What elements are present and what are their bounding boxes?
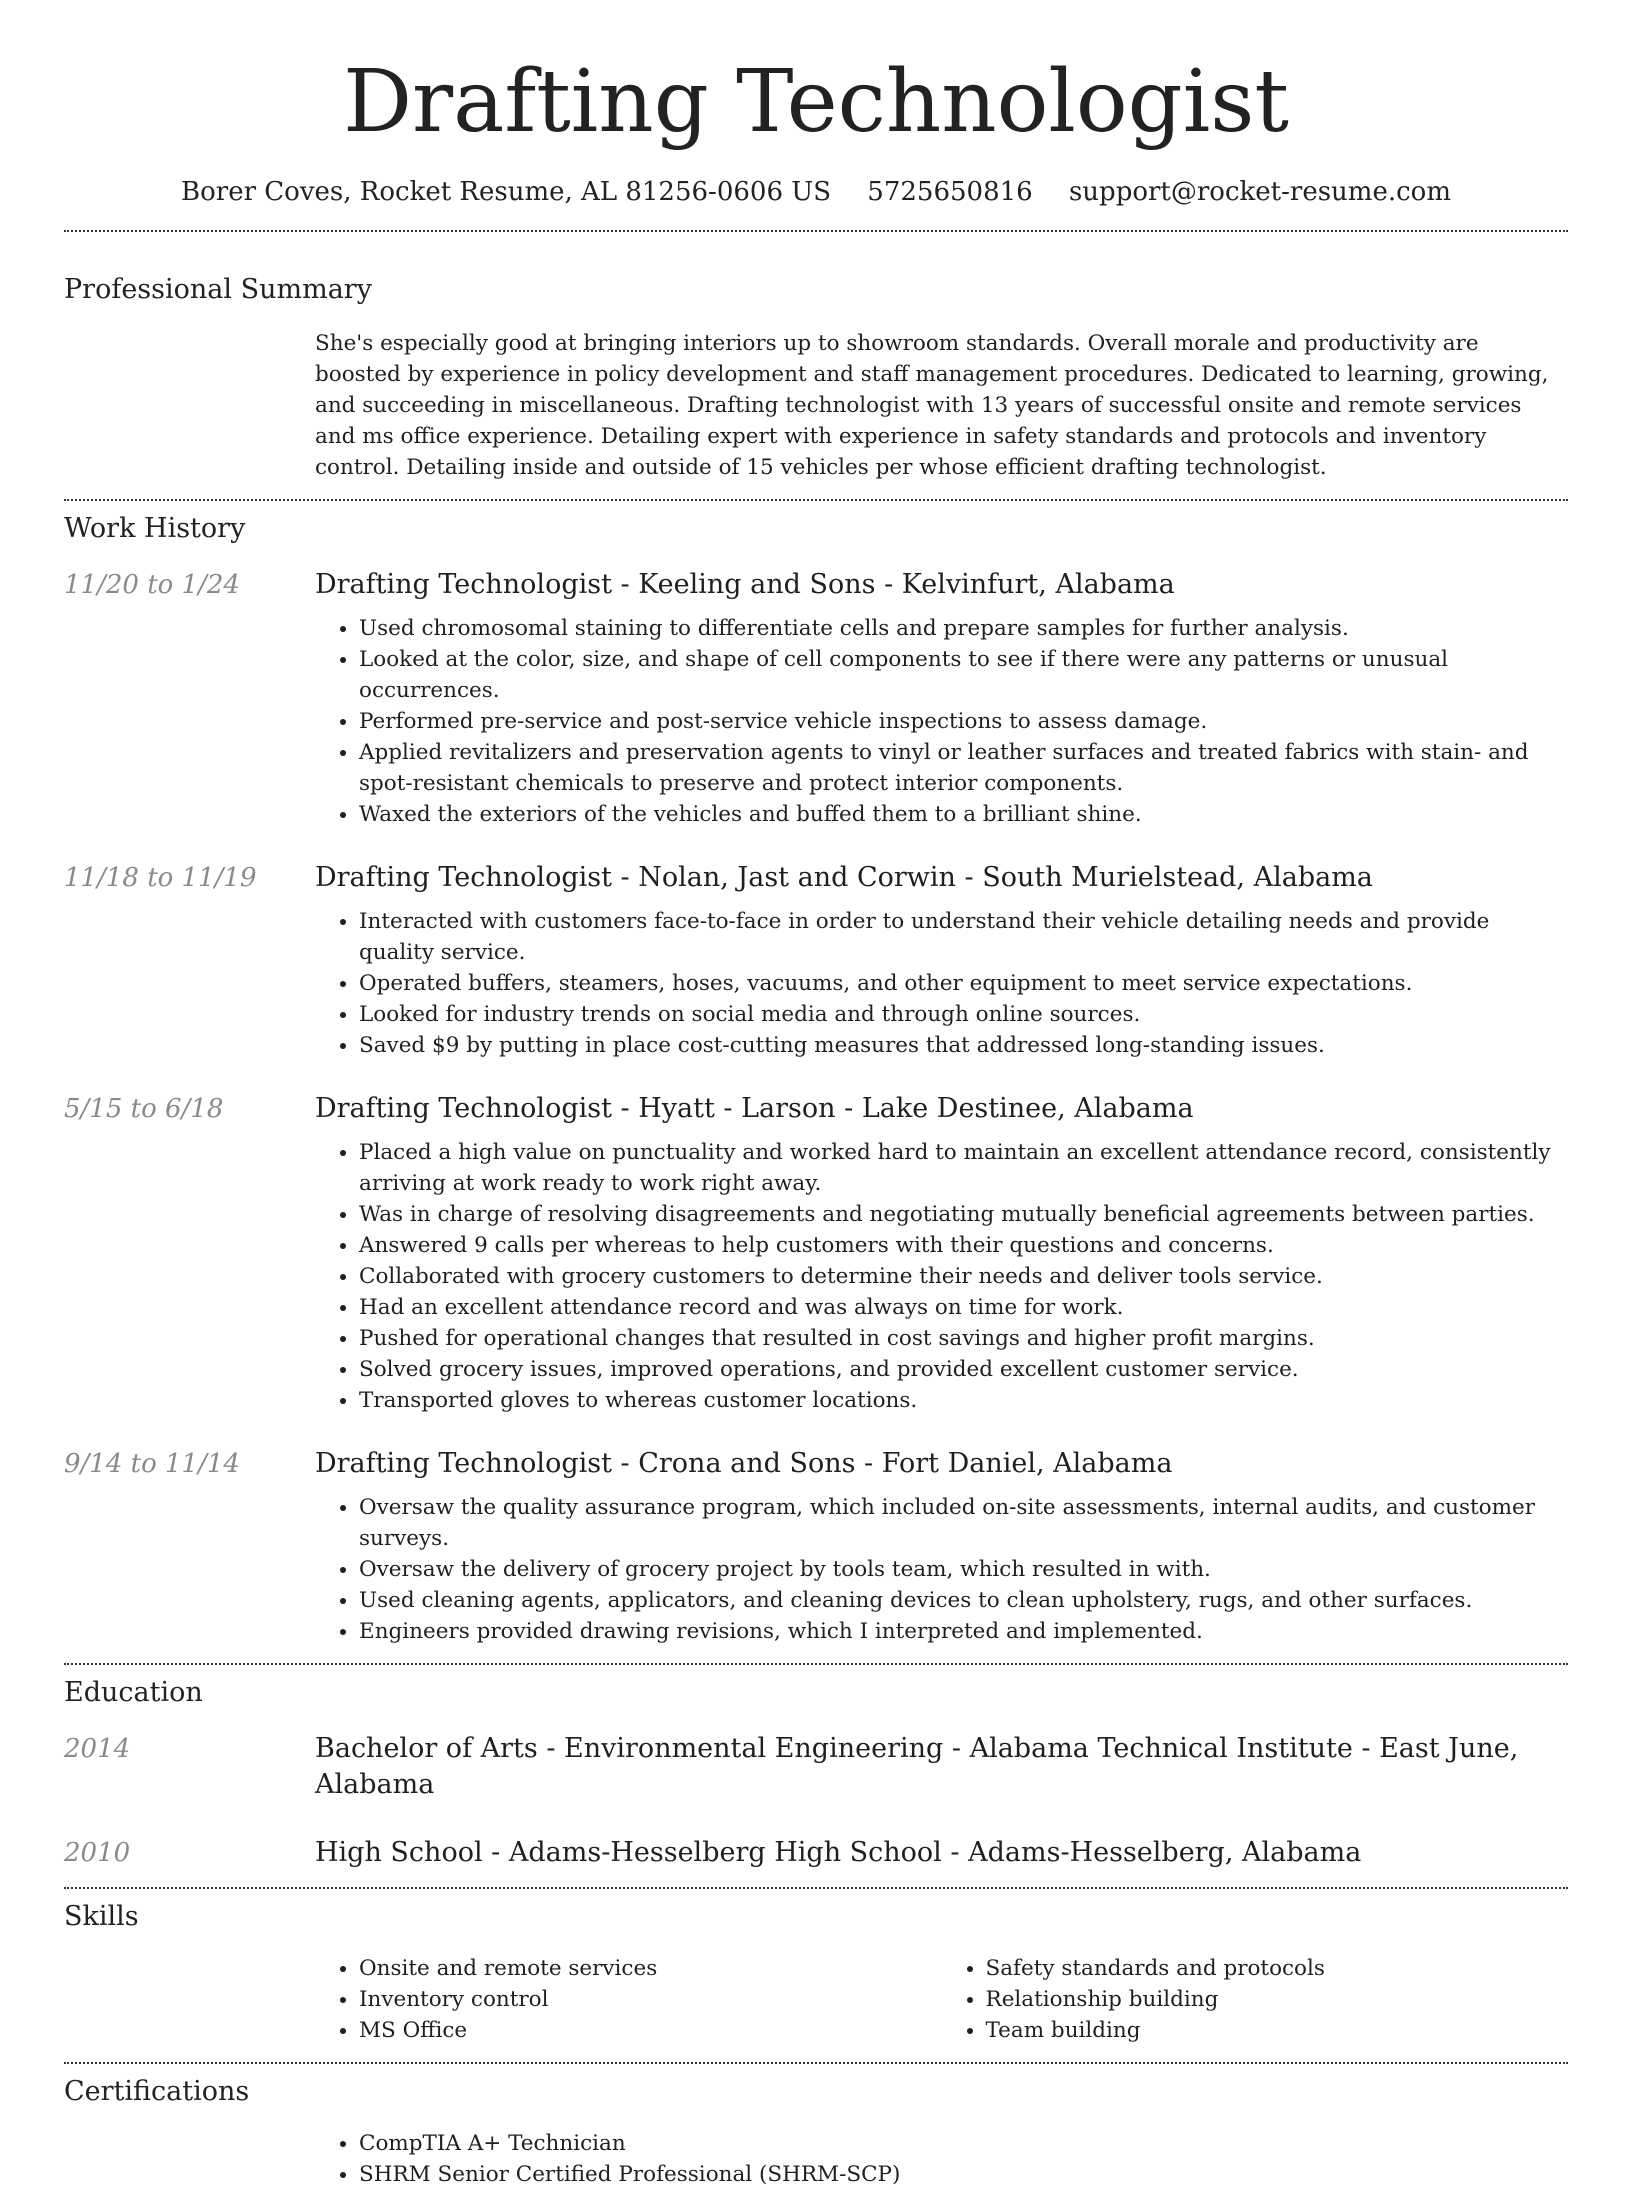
contact-phone: 5725650816 (867, 177, 1033, 207)
job-entry (64, 1091, 1568, 1416)
certification-item: • SHRM Senior Certified Professional (SHRM-SCP) (359, 2159, 1568, 2190)
job-bullet: • Saved $9 by putting in place cost-cutting measures that addressed long-standing issues. (359, 1030, 1568, 1061)
job-entry (64, 860, 1568, 1061)
job-bullet: • Was in charge of resolving disagreements and negotiating mutually beneficial agreements between parties. (359, 1199, 1568, 1230)
education-entry (64, 1731, 1568, 1803)
section-title-education: Education (64, 1677, 203, 1708)
contact-line (64, 174, 1568, 210)
skills-list (315, 1953, 1568, 2046)
candidate-name: Drafting Technologist (343, 52, 1289, 152)
job-bullet: • Solved grocery issues, improved operations, and provided excellent customer service. (359, 1354, 1568, 1385)
job-bullet: • Engineers provided drawing revisions, which I interpreted and implemented. (359, 1616, 1568, 1647)
section-title-skills: Skills (64, 1901, 139, 1932)
job-bullet: • Interacted with customers face-to-face in order to understand their vehicle detailing needs and provide quality service. (359, 906, 1568, 968)
section-title-summary: Professional Summary (64, 274, 372, 305)
skills-column-left (315, 1953, 942, 2046)
skill-item: • Safety standards and protocols (986, 1953, 1569, 1984)
job-bullet: • Used chromosomal staining to differentiate cells and prepare samples for further analysis. (359, 613, 1568, 644)
job-bullet: • Pushed for operational changes that resulted in cost savings and higher profit margins. (359, 1323, 1568, 1354)
skill-item: • Relationship building (986, 1984, 1569, 2015)
divider (64, 230, 1568, 232)
section-title-work: Work History (64, 513, 246, 544)
divider (64, 1663, 1568, 1665)
job-bullets (315, 906, 1568, 1061)
job-bullet: • Used cleaning agents, applicators, and cleaning devices to clean upholstery, rugs, and other surfaces. (359, 1585, 1568, 1616)
job-bullets (315, 1137, 1568, 1416)
resume-page (64, 0, 1568, 2190)
divider (64, 2062, 1568, 2064)
education-entry (64, 1835, 1568, 1871)
contact-email: support@rocket-resume.com (1068, 177, 1451, 207)
job-heading: Drafting Technologist - Keeling and Sons - Kelvinfurt, Alabama (315, 569, 1175, 600)
certification-item: • CompTIA A+ Technician (359, 2128, 1568, 2159)
job-bullets (315, 1492, 1568, 1647)
job-entry (64, 1446, 1568, 1647)
section-title-certifications: Certifications (64, 2076, 250, 2107)
skill-item: • MS Office (359, 2015, 942, 2046)
certifications-list (315, 2128, 1568, 2190)
job-bullet: • Waxed the exteriors of the vehicles and buffed them to a brilliant shine. (359, 799, 1568, 830)
job-bullet: • Looked for industry trends on social media and through online sources. (359, 999, 1568, 1030)
job-heading: Drafting Technologist - Nolan, Jast and Corwin - South Murielstead, Alabama (315, 862, 1373, 893)
job-bullets (315, 613, 1568, 830)
education-year: 2014 (64, 1734, 131, 1764)
education-year: 2010 (64, 1838, 131, 1868)
job-dates: 11/20 to 1/24 (64, 570, 240, 600)
skill-item: • Onsite and remote services (359, 1953, 942, 1984)
contact-address: Borer Coves, Rocket Resume, AL 81256-0606 US (181, 177, 832, 207)
job-bullet: • Operated buffers, steamers, hoses, vacuums, and other equipment to meet service expectations. (359, 968, 1568, 999)
job-bullet: • Applied revitalizers and preservation agents to vinyl or leather surfaces and treated fabrics with stain- and spot-resistant chemicals to preserve and protect interior components. (359, 737, 1568, 799)
job-bullet: • Oversaw the quality assurance program, which included on-site assessments, internal audits, and customer surveys. (359, 1492, 1568, 1554)
job-bullet: • Answered 9 calls per whereas to help customers with their questions and concerns. (359, 1230, 1568, 1261)
summary-text: She's especially good at bringing interiors up to showroom standards. Overall morale and productivity are boosted by experience in policy development and staff management procedures. Dedicated to learning, growing, and succeeding in miscellaneous. Drafting technologist with 13 years of successful onsite and remote services and ms office experience. Detailing expert with experience in safety standards and protocols and inventory control. Detailing inside and outside of 15 vehicles per whose efficient drafting technologist. (315, 331, 1549, 480)
job-bullet: • Transported gloves to whereas customer locations. (359, 1385, 1568, 1416)
job-heading: Drafting Technologist - Crona and Sons - Fort Daniel, Alabama (315, 1448, 1173, 1479)
job-bullet: • Placed a high value on punctuality and worked hard to maintain an excellent attendance record, consistently arriving at work ready to work right away. (359, 1137, 1568, 1199)
job-dates: 5/15 to 6/18 (64, 1094, 224, 1124)
divider (64, 1887, 1568, 1889)
job-heading: Drafting Technologist - Hyatt - Larson - Lake Destinee, Alabama (315, 1093, 1194, 1124)
job-bullet: • Collaborated with grocery customers to determine their needs and deliver tools service. (359, 1261, 1568, 1292)
skill-item: • Team building (986, 2015, 1569, 2046)
job-entry (64, 567, 1568, 830)
education-heading: High School - Adams-Hesselberg High School - Adams-Hesselberg, Alabama (315, 1837, 1362, 1868)
skill-item: • Inventory control (359, 1984, 942, 2015)
skills-column-right (942, 1953, 1569, 2046)
divider (64, 499, 1568, 501)
job-bullet: • Had an excellent attendance record and was always on time for work. (359, 1292, 1568, 1323)
job-dates: 9/14 to 11/14 (64, 1449, 240, 1479)
job-bullet: • Oversaw the delivery of grocery project by tools team, which resulted in with. (359, 1554, 1568, 1585)
job-bullet: • Looked at the color, size, and shape of cell components to see if there were any patterns or unusual occurrences. (359, 644, 1568, 706)
job-bullet: • Performed pre-service and post-service vehicle inspections to assess damage. (359, 706, 1568, 737)
education-heading: Bachelor of Arts - Environmental Engineering - Alabama Technical Institute - East June, Alabama (315, 1733, 1519, 1800)
job-dates: 11/18 to 11/19 (64, 863, 257, 893)
